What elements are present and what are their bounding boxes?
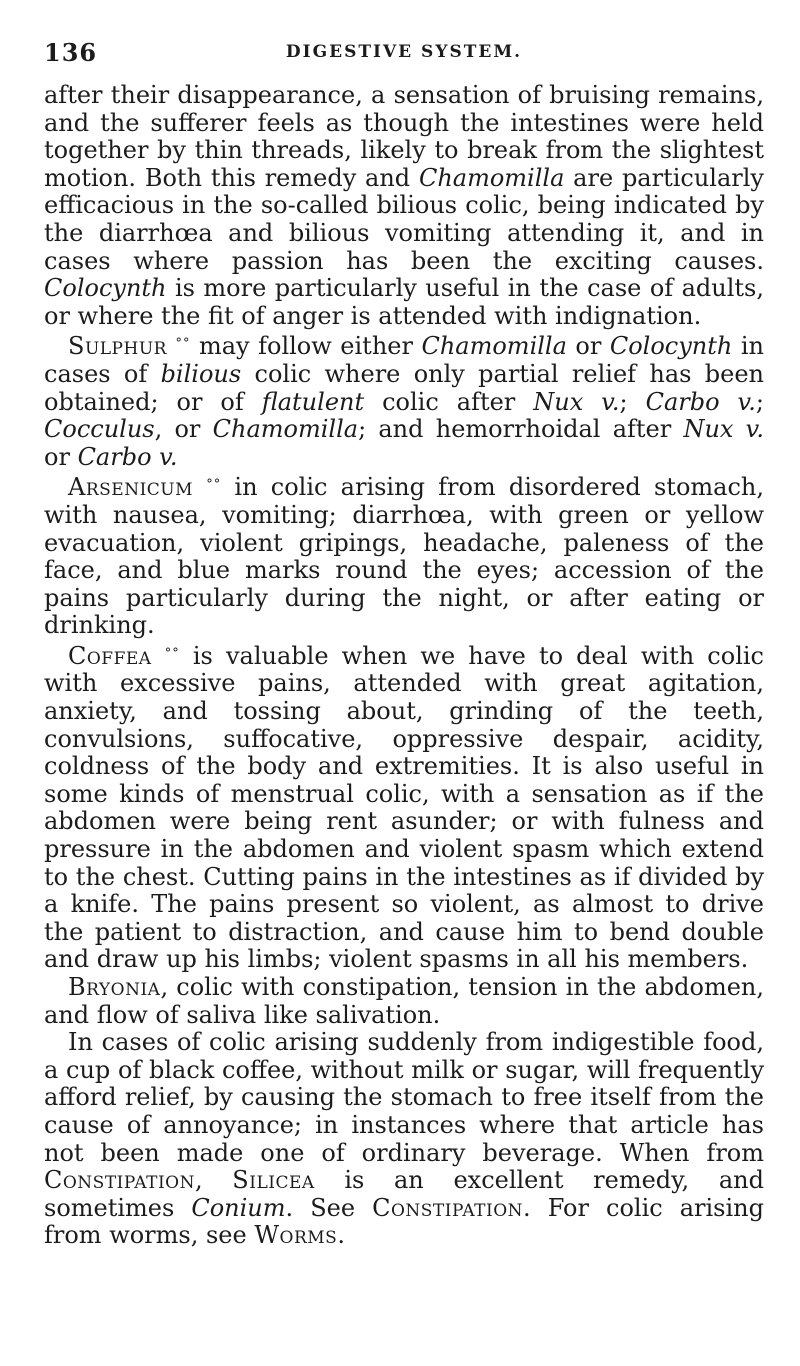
- italic-term: Chamomilla: [418, 163, 565, 192]
- remedy-name: Sulphur: [68, 332, 167, 361]
- remedy-name: Arsenicum: [68, 473, 194, 502]
- paragraph: [44, 471, 764, 640]
- text-run: .: [337, 1221, 345, 1250]
- running-head: [44, 38, 764, 82]
- text-run: in cases of: [44, 332, 764, 388]
- remedy-name: Bryonia: [68, 973, 161, 1001]
- remedy-name: Silicea: [232, 1166, 315, 1195]
- body-text: [44, 82, 764, 1250]
- text-run: colic after: [364, 387, 534, 416]
- remedy-name: Coffea: [68, 641, 152, 670]
- text-run: is an excellent remedy, and sometimes: [44, 1166, 764, 1222]
- text-run: ;: [619, 387, 646, 416]
- remedy-name: Constipation: [372, 1193, 524, 1222]
- paragraph: [44, 82, 764, 330]
- italic-term: Nux v.: [683, 415, 765, 444]
- text-run: may follow either: [190, 332, 422, 361]
- text-run: In cases of colic arising suddenly from indigestible food, a cup of black coffee, without milk or sugar, will frequently afford relief, by causing the stomach to free itself from the cause of annoyance; in instances where that article has not been made one of ordinary beverage. When from: [44, 1028, 764, 1167]
- text-run: [193, 473, 206, 501]
- dose-mark: °°: [164, 645, 180, 661]
- text-run: . For colic arising from worms, see: [44, 1193, 764, 1250]
- remedy-name: Worms: [254, 1221, 338, 1250]
- paragraph: [44, 640, 764, 974]
- text-run: or: [44, 442, 78, 471]
- italic-term: Conium: [191, 1193, 286, 1222]
- text-run: ,: [194, 1166, 233, 1195]
- dose-mark: °°: [175, 336, 191, 352]
- text-run: colic where only partial relief has been obtained; or of: [44, 359, 764, 416]
- page-number: 136: [44, 38, 98, 67]
- text-run: in colic arising from disordered stomach, with nausea, vomiting; diarrhœa, with green or yellow evacuation, violent gripings, headache, paleness of the face, and blue marks round the eyes; accession of the pains particularly during the night, or after eating or drinking.: [44, 473, 764, 640]
- dose-mark: °°: [206, 477, 222, 493]
- text-run: after their disappearance, a sensation of bruising remains, and the sufferer feels as though the intestines were held together by thin threads, likely to break from the slightest motion. Both this remedy and: [44, 81, 764, 192]
- italic-term: Colocynth: [609, 332, 733, 361]
- text-run: ;: [755, 387, 764, 416]
- remedy-name: Constipation: [44, 1166, 195, 1195]
- text-run: is more particularly useful in the case of adults, or where the fit of anger is attended with indignation.: [44, 274, 764, 330]
- text-run: . See: [285, 1193, 373, 1222]
- italic-term: Carbo v.: [645, 387, 756, 416]
- italic-term: Carbo v.: [77, 442, 178, 471]
- paragraph: [44, 1029, 764, 1250]
- paragraph: [44, 330, 764, 471]
- italic-term: Chamomilla: [212, 415, 359, 444]
- text-run: ; and hemorrhoidal after: [358, 415, 684, 444]
- running-title: DIGESTIVE SYSTEM.: [285, 42, 523, 62]
- italic-term: Colocynth: [44, 274, 167, 303]
- italic-term: flatulent: [261, 387, 365, 416]
- text-run: [152, 642, 165, 670]
- text-run: or: [566, 332, 610, 361]
- text-run: is valuable when we have to deal with colic with excessive pains, attended with great agitation, anxiety, and tossing about, grinding of the teeth, convulsions, suffocative, oppressive despair, acidity, coldness of the body and extremities. It is also useful in some kinds of menstrual colic, with a sensation as if the abdomen were being rent asunder; or with fulness and pressure in the abdomen and violent spasm which extend to the chest. Cutting pains in the intestines as if divided by a knife. The pains present so violent, as almost to drive the patient to distraction, and cause him to bend double and draw up his limbs; violent spasms in all his members.: [44, 641, 764, 974]
- italic-term: Nux v.: [533, 387, 620, 416]
- italic-term: bilious: [160, 359, 242, 388]
- paragraph: [44, 974, 764, 1029]
- italic-term: Chamomilla: [421, 332, 567, 361]
- text-run: , colic with constipation, tension in the abdomen, and flow of saliva like salivation.: [44, 973, 764, 1029]
- text-run: , or: [154, 415, 213, 444]
- text-run: are particularly efficacious in the so-called bilious colic, being indicated by the diarrhœa and bilious vomiting attending it, and in cases where passion has been the exciting causes.: [44, 163, 764, 275]
- italic-term: Cocculus: [44, 415, 155, 444]
